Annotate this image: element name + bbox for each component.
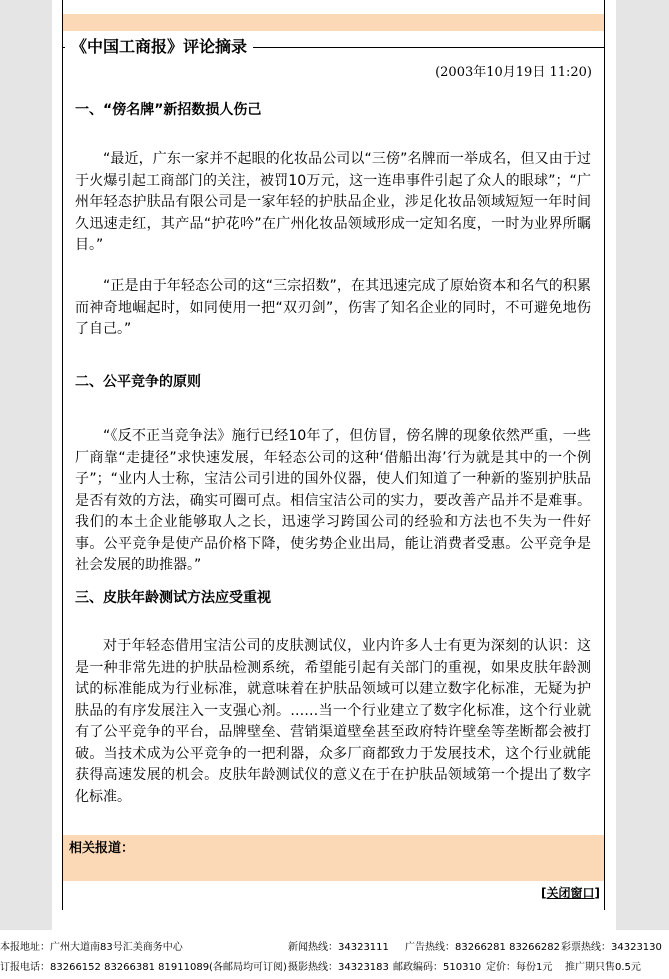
section-3-paragraph-1: 对于年轻态借用宝洁公司的皮肤测试仪，业内许多人士有更为深刻的认识：这是一种非常先进的护肤品检测系统，希望能引起有关部门的重视，如果皮肤年龄测试的标准能成为行业标准，就意味着在护肤品领域可以建立数字化标准，无疑为护肤品的有序发展注入一支强心剂。……当一个行业建立了数字化标准，这个行业就有了公平竞争的平台，品牌壁垒、营销渠道壁垒甚至政府特许壁垒等垄断都会被打破。当技术成为公平竞争的一把利器，众多厂商都致力于发展技术，这个行业就能获得高速发展的机会。皮肤年龄测试仪的意义在于在护肤品领域第一个提出了数字化标准。 bbox=[75, 638, 591, 805]
footer-photo-hotline: 摄影热线：34323183 bbox=[288, 962, 389, 973]
section-1-paragraph-1: “最近，广东一家并不起眼的化妆品公司以“三傍”名牌而一举成名，但又由于过于火爆引起工商部门的关注，被罚10万元，这一连串事件引起了众人的眼球”；“广州年轻态护肤品有限公司是一家年轻的护肤品企业，涉足化妆品领域短短一年时间久迅速走红，其产品“护花吟”在广州化妆品领域形成一定知名度，一时为业界所瞩目。” bbox=[75, 151, 591, 253]
section-1-paragraph-2: “正是由于年轻态公司的这“三宗招数”，在其迅速完成了原始资本和名气的积累而神奇地崛起时，如同使用一把“双刃剑”，伤害了知名企业的同时，不可避免地伤了自己。” bbox=[75, 278, 591, 337]
footer-lottery-hotline: 彩票热线：34323130 bbox=[561, 942, 662, 953]
footer-promo-price: 推广期只售0.5元 bbox=[565, 962, 641, 973]
footer-subscription: 订报电话：83266152 83266381 81911089(各邮局均可订阅) bbox=[0, 962, 287, 973]
site-footer bbox=[0, 938, 669, 978]
close-window-label[interactable]: 关闭窗口 bbox=[546, 886, 595, 900]
footer-price: 定价：每份1元 bbox=[486, 962, 553, 973]
close-bracket-right: ] bbox=[594, 886, 600, 900]
related-reports-bar bbox=[63, 835, 604, 881]
related-reports-label: 相关报道： bbox=[69, 841, 135, 856]
footer-postcode: 邮政编码：510310 bbox=[393, 962, 482, 973]
footer-ad-hotline: 广告热线：83266281 83266282 bbox=[405, 942, 560, 953]
article-title: 《中国工商报》评论摘录 bbox=[65, 34, 253, 60]
section-heading-3: 三、皮肤年龄测试方法应受重视 bbox=[75, 590, 271, 606]
article-panel bbox=[62, 0, 605, 910]
article-box bbox=[63, 37, 604, 837]
section-heading-1: 一、“傍名牌”新招数损人伤己 bbox=[75, 102, 262, 118]
article-date: (2003年10月19日 11:20) bbox=[435, 65, 592, 80]
footer-news-hotline: 新闻热线：34323111 bbox=[288, 942, 389, 953]
right-margin bbox=[616, 0, 669, 930]
footer-row-1 bbox=[0, 938, 669, 958]
footer-address: 本报地址：广州大道南83号汇美商务中心 bbox=[0, 942, 183, 953]
section-heading-2: 二、公平竞争的原则 bbox=[75, 374, 201, 390]
close-window-link[interactable] bbox=[541, 884, 600, 901]
close-bracket-left: [ bbox=[541, 886, 547, 900]
footer-row-2 bbox=[0, 958, 669, 978]
top-color-band bbox=[63, 14, 604, 31]
left-margin bbox=[0, 0, 52, 930]
section-2-paragraph-1: “《反不正当竞争法》施行已经10年了，但仿冒，傍名牌的现象依然严重，一些厂商靠“走捷径”求快速发展，年轻态公司的这种‘借船出海’行为就是其中的一个例子”；“业内人士称，宝洁公司引进的国外仪器，使人们知道了一种新的鉴别护肤品是否有效的方法，确实可圈可点。相信宝洁公司的实力，要改善产品并不是难事。我们的本土企业能够取人之长，迅速学习跨国公司的经验和方法也不失为一件好事。公平竞争是使产品价格下降，使劣势企业出局，能让消费者受惠。公平竞争是社会发展的助推器。” bbox=[75, 428, 591, 573]
